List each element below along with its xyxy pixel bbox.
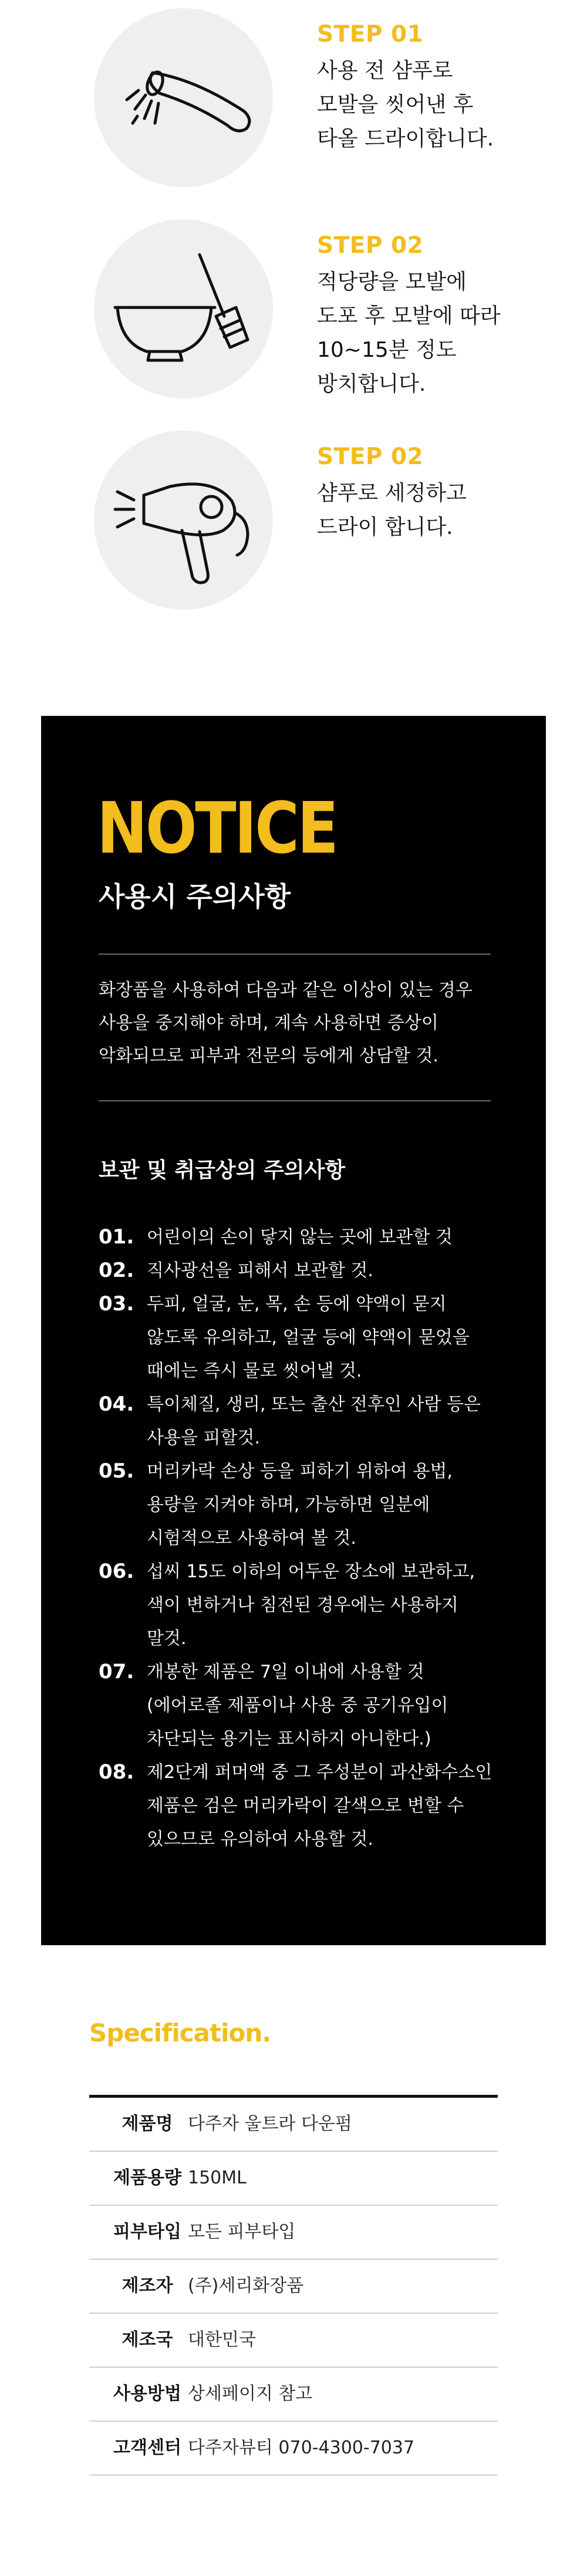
- step-3-description: 샴푸로 세정하고 드라이 합니다.: [317, 481, 467, 539]
- caution-item-4: 04. 특이체질, 생리, 또는 출산 전후인 사람 등은 사용을 피할것.: [99, 1392, 481, 1448]
- step-2-label: STEP 02: [317, 232, 424, 259]
- notice-divider-top: [99, 954, 491, 955]
- shower-head-icon: [94, 8, 273, 187]
- notice-panel: [41, 716, 546, 1945]
- notice-subtitle: 사용시 주의사항: [99, 881, 291, 912]
- step-3-label: STEP 02: [317, 444, 424, 470]
- caution-title: 보관 및 취급상의 주의사항: [99, 1158, 346, 1182]
- spec-row-product-name: 제품명 다주자 울트라 다운펌: [89, 2098, 498, 2152]
- spec-row-country: 제조국 대한민국: [89, 2314, 498, 2368]
- caution-item-6: 06. 섭씨 15도 이하의 어두운 장소에 보관하고, 색이 변하거나 침전된 경우에는 사용하지 말것.: [99, 1560, 475, 1649]
- caution-item-3: 03. 두피, 얼굴, 눈, 목, 손 등에 약액이 묻지 않도록 유의하고, 얼굴 등에 약액이 묻었을 때에는 즉시 물로 씻어낼 것.: [99, 1292, 470, 1381]
- step-2: [0, 211, 587, 405]
- step-2-description: 적당량을 모발에 도포 후 모발에 따라 10~15분 정도 방치합니다.: [317, 270, 501, 396]
- caution-item-1: 01. 어린이의 손이 닿지 않는 곳에 보관할 것: [99, 1225, 453, 1249]
- spec-title: Specification.: [89, 2019, 271, 2047]
- bowl-brush-icon: [94, 219, 273, 398]
- spec-row-usage: 사용방법 상세페이지 참고: [89, 2368, 498, 2422]
- spec-row-manufacturer: 제조자 (주)세리화장품: [89, 2260, 498, 2314]
- step-3: [0, 422, 587, 616]
- spec-row-skin-type: 피부타입 모든 피부타입: [89, 2206, 498, 2260]
- step-3-icon-circle: [94, 431, 273, 610]
- notice-title: NOTICE: [97, 788, 337, 870]
- step-1: [0, 0, 587, 194]
- hair-dryer-icon: [94, 431, 273, 610]
- spec-table: [89, 2095, 498, 2476]
- notice-divider-bottom: [99, 1100, 491, 1101]
- step-1-description: 사용 전 샴푸로 모발을 씻어낸 후 타올 드라이합니다.: [317, 59, 494, 151]
- caution-item-8: 08. 제2단계 퍼머액 중 그 주성분이 과산화수소인 제품은 검은 머리카락이 갈색으로 변할 수 있으므로 유의하여 사용할 것.: [99, 1760, 492, 1850]
- caution-item-2: 02. 직사광선을 피해서 보관할 것.: [99, 1259, 373, 1282]
- caution-item-7: 07. 개봉한 제품은 7일 이내에 사용할 것 (에어로졸 제품이나 사용 중 공기유입이 차단되는 용기는 표시하지 아니한다.): [99, 1660, 448, 1749]
- spec-row-volume: 제품용량 150ML: [89, 2152, 498, 2206]
- step-1-icon-circle: [94, 8, 273, 187]
- spec-row-customer-center: 고객센터 다주자뷰티 070-4300-7037: [89, 2422, 498, 2476]
- caution-list: [99, 1221, 533, 1856]
- step-1-label: STEP 01: [317, 21, 424, 48]
- notice-intro: 화장품을 사용하여 다음과 같은 이상이 있는 경우 사용을 중지해야 하며, 계속 사용하면 증상이 악화되므로 피부과 전문의 등에게 상담할 것.: [99, 980, 473, 1066]
- caution-item-5: 05. 머리카락 손상 등을 피하기 위하여 용법, 용량을 지켜야 하며, 가능하면 일분에 시험적으로 사용하여 볼 것.: [99, 1459, 453, 1549]
- step-2-icon-circle: [94, 219, 273, 398]
